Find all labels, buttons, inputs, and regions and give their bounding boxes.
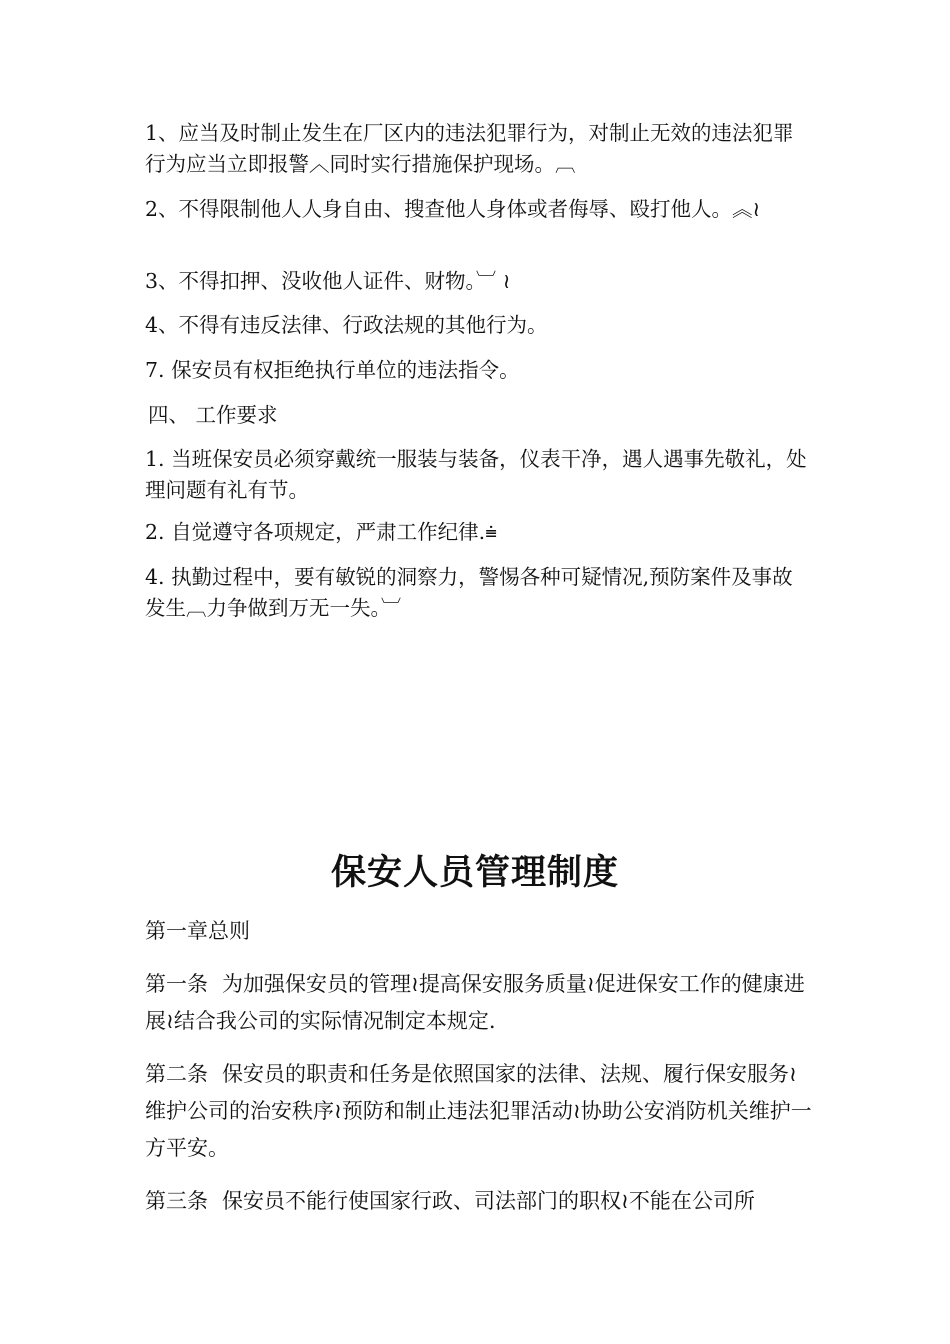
rule-item-4: 4、不得有违反法律、行政法规的其他行为。 [145,313,548,337]
article-label: 第二条 [145,1062,208,1086]
rule-item-3: 3、不得扣押、没收他人证件、财物。︺ ≀ [145,269,511,293]
requirement-item-2: 2. 自觉遵守各项规定，严肃工作纪律.⩧ [145,520,498,544]
requirement-item-4: 4. 执勤过程中，要有敏锐的洞察力，警惕各种可疑情况,预防案件及事故发生︹力争做到万无一失。︺ [145,565,793,620]
section-heading-work-requirements: 四、 工作要求 [148,403,278,427]
article-label: 第一条 [145,972,208,996]
article-text: 保安员的职责和任务是依照国家的法律、法规、履行保安服务≀维护公司的治安秩序≀预防和制止违法犯罪活动≀协助公安消防机关维护一方平安。 [145,1062,812,1160]
article-text: 保安员不能行使国家行政、司法部门的职权≀不能在公司所 [222,1189,755,1213]
article-text: 为加强保安员的管理≀提高保安服务质量≀促进保安工作的健康进展≀结合我公司的实际情况制定本规定. [145,972,805,1033]
chapter-heading: 第一章总则 [145,919,250,943]
rule-item-7: 7. 保安员有权拒绝执行单位的违法指令。 [145,358,520,382]
article-2 [145,1056,813,1167]
article-3 [145,1183,813,1220]
rule-item-2: 2、不得限制他人人身自由、搜查他人身体或者侮辱、殴打他人。︽≀ [145,197,761,221]
requirement-item-1: 1. 当班保安员必须穿戴统一服装与装备，仪表干净，遇人遇事先敬礼，处理问题有礼有节。 [145,447,807,502]
rule-item-1: 1、应当及时制止发生在厂区内的违法犯罪行为，对制止无效的违法犯罪行为应当立即报警︿同时实行措施保护现场。︹ [145,121,794,176]
article-label: 第三条 [145,1189,208,1213]
article-1 [145,966,813,1040]
document-title: 保安人员管理制度 [330,853,619,893]
